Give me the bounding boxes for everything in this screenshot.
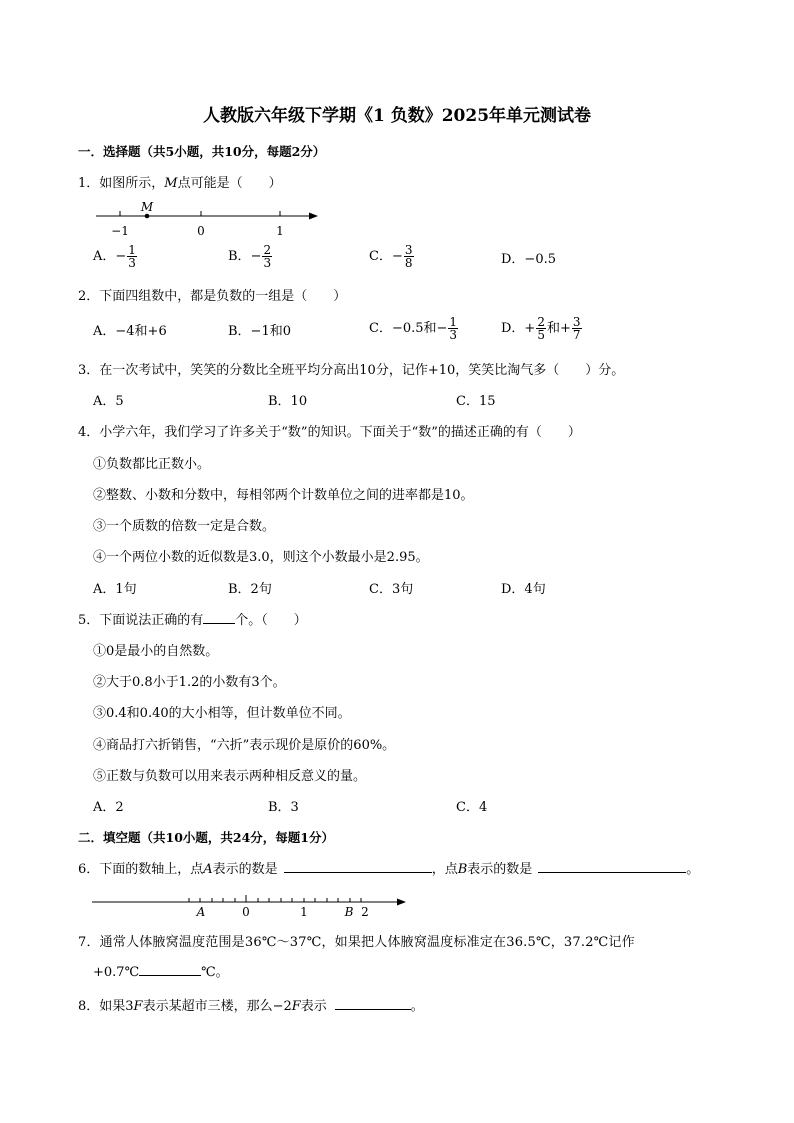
q4-statement-1: ①负数都比正数小。 (93, 457, 211, 472)
question-6-text: 表示的数是 (212, 862, 278, 877)
denominator: 3 (128, 256, 136, 270)
question-6 (78, 863, 699, 876)
q5-option-a[interactable]: A．2 (93, 800, 124, 815)
fraction (262, 244, 272, 269)
fraction (536, 316, 546, 341)
question-8 (78, 1000, 424, 1013)
fraction (127, 244, 137, 269)
label-a: A (196, 905, 206, 919)
sign: − (250, 249, 262, 264)
q2-option-d[interactable] (501, 316, 583, 341)
question-6-text: 。 (686, 862, 700, 877)
question-7-text: +0.7℃ (93, 965, 140, 980)
q4-statement-3: ③一个质数的倍数一定是合数。 (93, 519, 276, 534)
question-8-text: 8．如果3 (78, 999, 134, 1014)
question-3: 3．在一次考试中，笑笑的分数比全班平均分高出10分，记作+10，笑笑比淘气多（ ）分。 (78, 363, 625, 378)
q4-option-a[interactable]: A．1句 (93, 582, 137, 597)
q4-statement-2: ②整数、小数和分数中，每相邻两个计数单位之间的进率都是10。 (93, 488, 474, 503)
q5-option-b[interactable]: B．3 (268, 800, 299, 815)
label-zero: 0 (197, 224, 205, 238)
question-5 (78, 614, 307, 627)
numerator: 2 (263, 243, 272, 257)
option-text: C．−0.5和 (369, 321, 437, 336)
sign: − (391, 249, 403, 264)
q3-option-a[interactable]: A．5 (93, 394, 124, 409)
fraction (404, 244, 414, 269)
question-8-text: 表示 (300, 999, 327, 1014)
arrow-right-icon (309, 213, 318, 220)
sign: − (115, 249, 127, 264)
answer-blank[interactable] (203, 623, 235, 624)
label-two: 2 (361, 905, 369, 919)
q3-option-c[interactable]: C．15 (456, 394, 496, 409)
denominator: 3 (449, 328, 458, 342)
option-letter: B． (228, 249, 251, 264)
question-1-text-post: 点可能是（ ） (177, 176, 282, 191)
label-b: B (344, 905, 354, 919)
answer-blank[interactable] (335, 1009, 411, 1010)
question-8-text: 。 (410, 999, 424, 1014)
question-8-text: 表示某超市三楼，那么−2 (142, 999, 292, 1014)
numerator: 1 (449, 315, 458, 329)
answer-blank-b[interactable] (538, 872, 686, 873)
q5-statement-1: ①0是最小的自然数。 (93, 644, 219, 659)
sign: − (436, 321, 448, 336)
question-6-text: 表示的数是 (467, 862, 533, 877)
question-4: 4．小学六年，我们学习了许多关于“数”的知识。下面关于“数”的描述正确的有（ ） (78, 425, 581, 440)
q4-option-c[interactable]: C．3句 (369, 582, 414, 597)
q2-option-c[interactable] (369, 316, 459, 341)
numerator: 2 (537, 315, 545, 329)
q3-option-b[interactable]: B．10 (268, 394, 308, 409)
denominator: 7 (572, 328, 581, 342)
question-6-text: 6．下面的数轴上，点 (78, 862, 204, 877)
question-7-line-2 (93, 966, 229, 979)
numerator: 1 (128, 243, 136, 257)
question-6-text: ，点 (431, 862, 458, 877)
numerator: 3 (404, 243, 413, 257)
number-line-q1 (94, 200, 324, 242)
q5-statement-2: ②大于0.8小于1.2的小数有3个。 (93, 675, 286, 690)
q5-option-c[interactable]: C．4 (456, 800, 488, 815)
q2-option-b[interactable]: B．−1和0 (228, 324, 291, 339)
q1-option-d[interactable]: D．−0.5 (501, 252, 556, 267)
denominator: 8 (404, 256, 413, 270)
denominator: 3 (263, 256, 272, 270)
answer-blank[interactable] (139, 975, 201, 976)
question-2: 2．下面四组数中，都是负数的一组是（ ） (78, 289, 347, 304)
section-heading-fill: 二．填空题（共10小题，共24分，每题1分） (78, 830, 334, 845)
q1-option-a[interactable] (93, 244, 138, 269)
var-f: F (291, 999, 301, 1014)
q5-statement-5: ⑤正数与负数可以用来表示两种相反意义的量。 (93, 769, 367, 784)
var-a: A (203, 862, 213, 877)
question-1-text-pre: 1．如图所示， (78, 176, 165, 191)
section-heading-choice: 一．选择题（共5小题，共10分，每题2分） (78, 144, 326, 159)
q5-statement-4: ④商品打六折销售，“六折”表示现价是原价的60%。 (93, 738, 396, 753)
q2-option-a[interactable]: A．−4和+6 (93, 324, 167, 339)
q1-option-b[interactable] (228, 244, 273, 269)
fraction (448, 316, 458, 341)
numerator: 3 (572, 315, 581, 329)
arrow-right-icon (397, 899, 406, 906)
option-letter: C． (369, 249, 392, 264)
label-one: 1 (300, 905, 308, 919)
question-1 (78, 177, 282, 190)
q4-option-b[interactable]: B．2句 (228, 582, 272, 597)
question-5-text-pre: 5．下面说法正确的有 (78, 613, 204, 628)
label-m: M (140, 200, 154, 214)
option-text: 和+ (546, 321, 571, 336)
label-one: 1 (276, 224, 284, 238)
page-title: 人教版六年级下学期《1 负数》2025年单元测试卷 (202, 106, 592, 126)
number-line-ticks (189, 895, 361, 902)
question-7-line-1: 7．通常人体腋窝温度范围是36℃～37℃，如果把人体腋窝温度标准定在36.5℃，37.2℃记作 (78, 935, 635, 950)
q5-statement-3: ③0.4和0.40的大小相等，但计数单位不同。 (93, 706, 351, 721)
fraction (572, 316, 582, 341)
var-b: B (457, 862, 468, 877)
label-zero: 0 (242, 905, 250, 919)
question-1-var-m: M (164, 176, 178, 191)
question-7-text: ℃。 (201, 965, 229, 980)
answer-blank-a[interactable] (284, 872, 432, 873)
denominator: 5 (537, 328, 545, 342)
question-5-text-post: 个。（ ） (235, 613, 307, 628)
label-minus1: −1 (111, 224, 129, 238)
point-m (145, 214, 150, 219)
option-letter: A． (93, 249, 116, 264)
number-line-q6 (90, 890, 410, 920)
q4-option-d[interactable]: D．4句 (501, 582, 546, 597)
option-text: D．+ (501, 321, 536, 336)
q1-option-c[interactable] (369, 244, 415, 269)
var-f: F (133, 999, 143, 1014)
q4-statement-4: ④一个两位小数的近似数是3.0，则这个小数最小是2.95。 (93, 550, 429, 565)
